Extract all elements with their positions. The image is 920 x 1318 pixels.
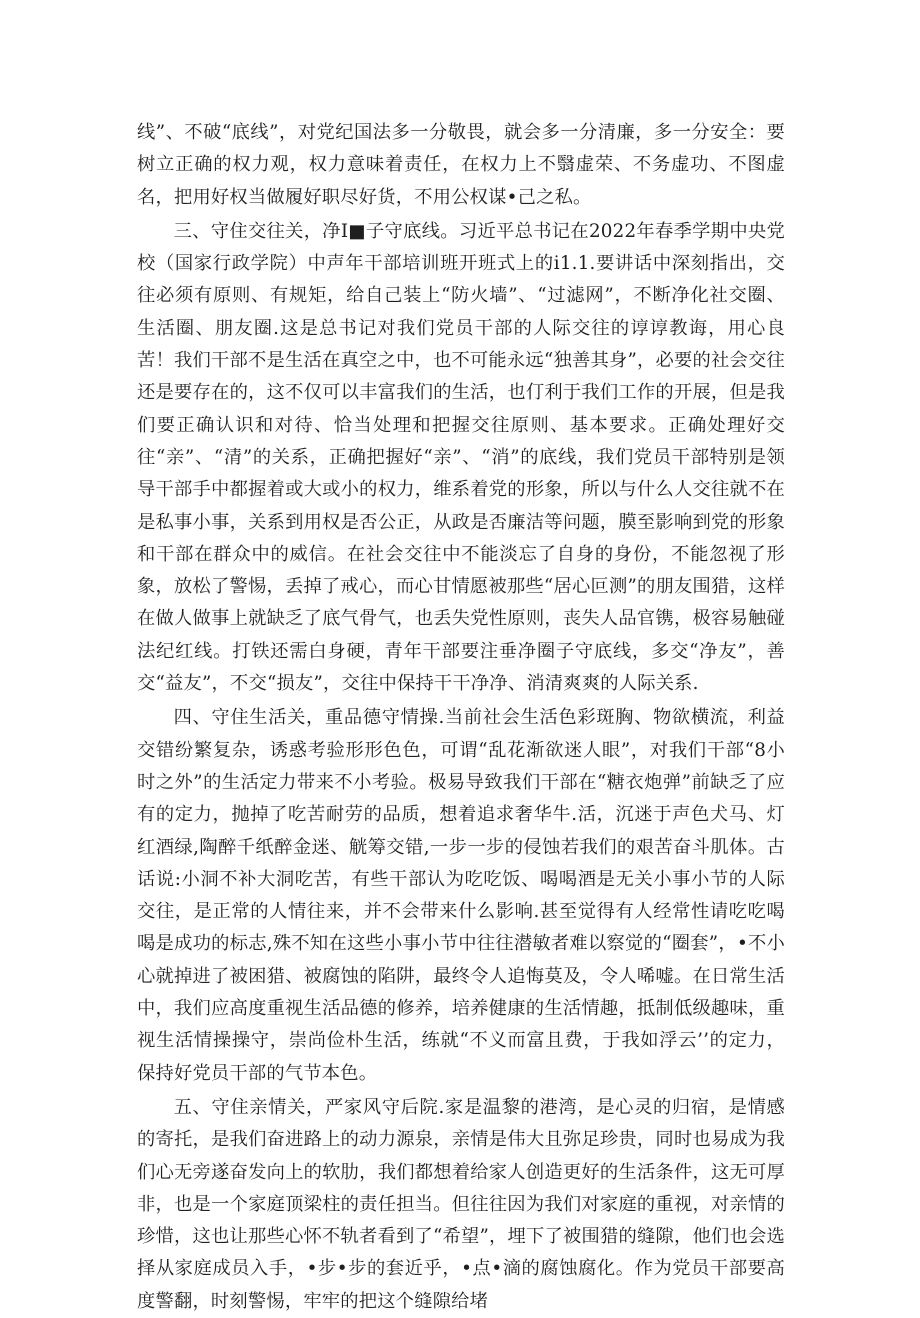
paragraph-section-four: 四、守住生活关，重品德守情操.当前社会生活色彩斑胸、物欲横流，利益交错纷繁复杂，诱惑考验形形色色，可谓“乱花渐欲迷人眼”，对我们干部“8小时之外”的生活定力带来不小考验。极易导致我们干部在“糖衣炮弹”前缺乏了应有的定力，抛掉了吃苦耐劳的品质，想着追求奢华牛.活，沉迷于声色犬马、灯红酒绿,陶醉千纸醉金迷、觥筹交错,一步一步的侵蚀若我们的艰苦奋斗肌体。古话说:小洞不补大洞吃苦，有些干部认为吃吃饭、喝喝酒是无关小事小节的人际交往，是正常的人情往来，并不会带来什么影响.甚至觉得有人经常性请吃吃喝喝是成功的标志,殊不知在这些小事小节中往往潜敏者难以察觉的“圈套”，•不小心就掉进了被困猎、被腐蚀的陷阱，最终令人追悔莫及，令人唏嘘。在日常生活中，我们应高度重视生活品德的修养，培养健康的生活情趣，抵制低级趣味，重视生活情操操守，崇尚俭朴生活，练就“不义而富且费，于我如浮云’’的定力，保持好党员干部的气节本色。 (137, 707, 785, 1084)
paragraph-continuation: 线”、不破“底线”，对党纪国法多一分敬畏，就会多一分清廉，多一分安全：要树立正确的权力观，权力意味着责任，在权力上不翳虚荣、不务虚功、不图虚名，把用好权当做履好职尽好货，不用公权谋•己之私。 (137, 122, 785, 208)
document-body (137, 117, 785, 1318)
paragraph-section-five: 五、守住亲情关，严家风守后院.家是温黎的港湾，是心灵的归宿，是情感的寄托，是我们奋进路上的动力源泉，亲情是伟大且弥足珍贵，同时也易成为我们心无旁遂奋发向上的软肋，我们都想着给家人创造更好的生活条件，这无可厚非，也是一个家庭顶梁柱的责任担当。但往往因为我们对家庭的重视，对亲情的珍惜，这也让那些心怀不轨者看到了“希望”，埋下了被围猎的缝隙，他们也会选择从家庭成员入手，•步•步的套近乎，•点•滴的腐蚀腐化。作为党员干部要高度警翻，时刻警惕，牢牢的把这个缝隙给堵 (137, 1096, 785, 1312)
paragraph-section-three: 三、守住交往关，净I■子守底线。习近平总书记在2022年春季学期中央党校（国家行政学院）中声年干部培训班开班式上的i1.1.要讲话中深刻指出，交往必须有原则、有规矩，给自己装上“防火墙”、“过滤网”，不断净化社交圈、生活圈、朋友圈.这是总书记对我们党员干部的人际交往的谆谆教诲，用心良苦！我们干部不是生活在真空之中，也不可能永远“独善其身”，必要的社会交往还是要存在的，这不仅可以丰富我们的生活，也仃利于我们工作的开展，但是我们要正确认识和对待、恰当处理和把握交往原则、基本要求。正确处理好交往“亲”、“清”的关系，正确把握好“亲”、“消”的底线，我们党员干部特别是领导干部手中都握着或大或小的权力，维系着党的形象，所以与什么人交往就不在是私事小事，关系到用权是否公正，从政是否廉洁等问题，膜至影响到党的形象和干部在群众中的威信。在社会交往中不能淡忘了自身的身份，不能忽视了形象，放松了警惕，丢掉了戒心，而心甘情愿被那些“居心叵测”的朋友围猎，这样在做人做事上就缺乏了底气骨气，也丢失党性原则，丧失人品官镌，极容易触碰法纪红线。打铁还需白身硬，青年干部要注垂净圈子守底线，多交“净友”，善交“益友”，不交“损友”，交往中保持干干净净、消清爽爽的人际关系. (137, 220, 785, 695)
